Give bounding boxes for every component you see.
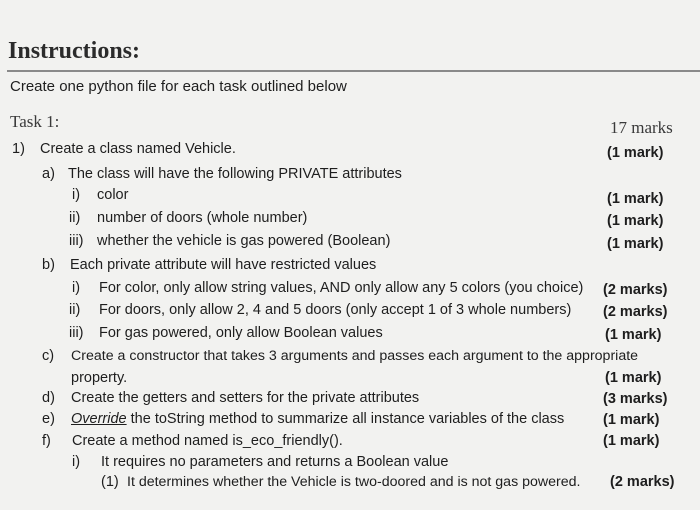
item-text: color <box>97 187 129 203</box>
item-marks: (1 mark) <box>603 433 660 449</box>
item-number: iii) <box>69 233 84 249</box>
item-number: iii) <box>69 325 84 341</box>
item-marks: (2 marks) <box>603 282 668 298</box>
task-title: Task 1: <box>10 112 60 131</box>
override-emphasis: Override <box>71 411 127 427</box>
item-text: It requires no parameters and returns a Boolean value <box>101 454 449 470</box>
item-number: (1) <box>101 474 119 490</box>
item-text: number of doors (whole number) <box>97 210 308 226</box>
item-number: b) <box>42 257 55 273</box>
item-marks: (1 mark) <box>607 236 664 252</box>
item-text: property. <box>71 370 128 386</box>
item-text: For gas powered, only allow Boolean values <box>99 325 383 341</box>
item-number: c) <box>42 348 55 364</box>
page-title: Instructions: <box>8 38 141 64</box>
item-marks: (1 mark) <box>607 191 664 207</box>
item-marks: (1 mark) <box>603 412 660 428</box>
item-marks: (1 mark) <box>605 370 662 386</box>
task-total-marks: 17 marks <box>610 118 673 137</box>
item-text: the toString method to summarize all instance variables of the class <box>126 411 565 427</box>
item-marks: (1 mark) <box>605 327 662 343</box>
item-number: i) <box>72 187 81 203</box>
item-number: i) <box>72 454 81 470</box>
item-number: e) <box>42 411 55 427</box>
list-item-continuation <box>71 370 127 386</box>
item-text: Create a class named Vehicle. <box>40 141 236 157</box>
item-text: whether the vehicle is gas powered (Boolean) <box>97 233 391 249</box>
item-text: For doors, only allow 2, 4 and 5 doors (only accept 1 of 3 whole numbers) <box>99 302 572 318</box>
divider <box>7 70 700 72</box>
item-text: Create a method named is_eco_friendly(). <box>72 433 343 449</box>
item-text: The class will have the following PRIVATE attributes <box>68 166 402 182</box>
item-number: 1) <box>12 141 25 157</box>
item-number: a) <box>42 166 55 182</box>
item-text: Each private attribute will have restricted values <box>70 257 377 273</box>
item-number: f) <box>42 433 51 449</box>
item-marks: (1 mark) <box>607 145 664 161</box>
item-text: For color, only allow string values, AND only allow any 5 colors (you choice) <box>99 280 584 296</box>
item-text: Create a constructor that takes 3 arguments and passes each argument to the appropriate <box>71 348 639 364</box>
item-text: It determines whether the Vehicle is two-doored and is not gas powered. <box>127 474 581 490</box>
item-number: ii) <box>69 210 81 226</box>
item-marks: (3 marks) <box>603 391 668 407</box>
item-marks: (1 mark) <box>607 213 664 229</box>
page-subtitle: Create one python file for each task outlined below <box>10 78 347 95</box>
item-number: d) <box>42 390 55 406</box>
item-text: Create the getters and setters for the private attributes <box>71 390 420 406</box>
item-number: i) <box>72 280 81 296</box>
item-marks: (2 marks) <box>610 474 675 490</box>
item-marks: (2 marks) <box>603 304 668 320</box>
item-number: ii) <box>69 302 81 318</box>
